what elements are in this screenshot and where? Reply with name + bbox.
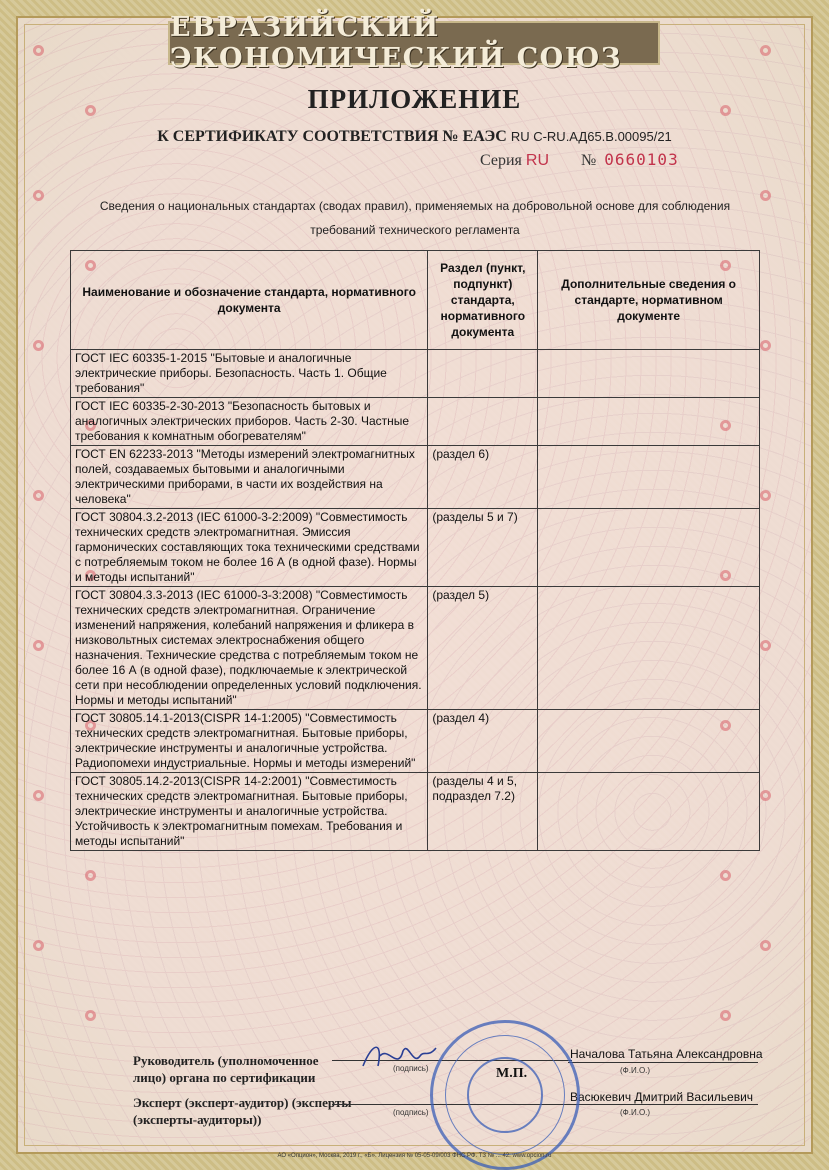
head-sign-caption: (подпись) <box>393 1064 429 1073</box>
table-row <box>71 398 760 446</box>
additional-info-cell <box>538 710 760 773</box>
standards-table <box>70 250 760 851</box>
additional-info-cell <box>538 587 760 710</box>
additional-info-cell <box>538 350 760 398</box>
section-cell: (разделы 4 и 5, подраздел 7.2) <box>428 773 538 851</box>
watermark-logo-icon <box>33 790 44 801</box>
page-title: ПРИЛОЖЕНИЕ <box>307 84 522 114</box>
watermark-logo-icon <box>760 340 771 351</box>
watermark-logo-icon <box>760 940 771 951</box>
number-label: № <box>581 152 597 169</box>
expert-fio-line <box>568 1104 758 1105</box>
expert-name: Васюкевич Дмитрий Васильевич <box>570 1090 754 1104</box>
head-fio-caption: (Ф.И.О.) <box>620 1066 651 1075</box>
watermark-logo-icon <box>33 45 44 56</box>
watermark-logo-icon <box>760 640 771 651</box>
standard-name-cell: ГОСТ 30804.3.2-2013 (IEC 61000-3-2:2009) "Совместимость технических средств электромагнитная. Эмиссия гармонических составляющих тока техническими средствами с потребляемым током не более 16 А (в одной фазе). Нормы и методы испытаний" <box>71 509 428 587</box>
watermark-logo-icon <box>720 1010 731 1021</box>
intro-text: Сведения о национальных стандартах (сводах правил), применяемых на добровольной основе для соблюдения требований технического регламента <box>99 199 731 237</box>
section-cell: (раздел 5) <box>428 587 538 710</box>
header-section: Раздел (пункт, подпункт) стандарта, нормативного документа <box>428 251 538 350</box>
series-value: RU <box>525 152 549 169</box>
table-row <box>71 773 760 851</box>
expert-sign-caption: (подпись) <box>393 1108 429 1117</box>
official-stamp <box>430 1020 580 1170</box>
series-label: Серия <box>480 152 522 169</box>
table-row <box>71 587 760 710</box>
header-additional-info: Дополнительные сведения о стандарте, нормативном документе <box>538 251 760 350</box>
table-body <box>71 350 760 851</box>
section-cell <box>428 398 538 446</box>
expert-label: Эксперт (эксперт-аудитор) (эксперты (эксперты-аудиторы)) <box>133 1095 352 1127</box>
printer-footer: АО «Опцион», Москва, 2019 г., «Б». Лицензия № 05-05-09/003 ФНС РФ. ТЗ № ... 42. www.opcion.ru <box>277 1153 552 1159</box>
standard-name-cell: ГОСТ 30804.3.3-2013 (IEC 61000-3-3:2008) "Совместимость технических средств электромагнитная. Ограничение изменений напряжения, колебаний напряжения и фликера в низковольтных системах электроснабжения общего назначения. Технические средства с потребляемым током не более 16 А (в одной фазе), подключаемые к электрической сети при несоблюдении определенных условий подключения. Нормы и методы испытаний" <box>71 587 428 710</box>
additional-info-cell <box>538 446 760 509</box>
section-cell: (раздел 6) <box>428 446 538 509</box>
standard-name-cell: ГОСТ 30805.14.1-2013(CISPR 14-1:2005) "Совместимость технических средств электромагнитная. Бытовые приборы, электрические инструменты и аналогичные устройства. Радиопомехи индустриальные. Нормы и методы измерений" <box>71 710 428 773</box>
handwritten-signature <box>358 1036 438 1076</box>
series-line <box>480 150 679 170</box>
watermark-logo-icon <box>85 1010 96 1021</box>
certificate-number: RU С-RU.АД65.В.00095/21 <box>510 129 672 144</box>
standard-name-cell: ГОСТ IEC 60335-1-2015 "Бытовые и аналогичные электрические приборы. Безопасность. Часть 1. Общие требования" <box>71 350 428 398</box>
watermark-logo-icon <box>33 940 44 951</box>
table-row <box>71 509 760 587</box>
eaeu-banner <box>168 12 660 74</box>
table-header-row <box>71 251 760 350</box>
serial-number: 0660103 <box>604 150 679 169</box>
table-row <box>71 446 760 509</box>
watermark-logo-icon <box>760 490 771 501</box>
watermark-logo-icon <box>760 190 771 201</box>
section-cell: (раздел 4) <box>428 710 538 773</box>
head-label: Руководитель (уполномоченное лицо) органа по сертификации <box>133 1053 319 1085</box>
certificate-subtitle <box>0 128 829 146</box>
expert-fio-caption: (Ф.И.О.) <box>620 1108 651 1117</box>
head-fio-line <box>568 1062 758 1063</box>
watermark-logo-icon <box>760 45 771 56</box>
standard-name-cell: ГОСТ 30805.14.2-2013(CISPR 14-2:2001) "Совместимость технических средств электромагнитная. Бытовые приборы, электрические инструменты и аналогичные устройства. Устойчивость к электромагнитным помехам. Требования и методы испытаний" <box>71 773 428 851</box>
watermark-logo-icon <box>33 190 44 201</box>
watermark-logo-icon <box>760 790 771 801</box>
watermark-logo-icon <box>33 340 44 351</box>
header-standard-name: Наименование и обозначение стандарта, нормативного документа <box>71 251 428 350</box>
watermark-logo-icon <box>85 870 96 881</box>
banner-text: ЕВРАЗИЙСКИЙ ЭКОНОМИЧЕСКИЙ СОЮЗ <box>170 12 622 74</box>
standard-name-cell: ГОСТ IEC 60335-2-30-2013 "Безопасность бытовых и аналогичных электрических приборов. Часть 2-30. Частные требования к комнатным обогревателям" <box>71 398 428 446</box>
watermark-logo-icon <box>33 490 44 501</box>
watermark-logo-icon <box>33 640 44 651</box>
head-name: Началова Татьяна Александровна <box>570 1047 763 1061</box>
additional-info-cell <box>538 398 760 446</box>
subtitle-text: К СЕРТИФИКАТУ СООТВЕТСТВИЯ № ЕАЭС <box>157 128 507 145</box>
additional-info-cell <box>538 773 760 851</box>
additional-info-cell <box>538 509 760 587</box>
standard-name-cell: ГОСТ EN 62233-2013 "Методы измерений электромагнитных полей, создаваемых бытовыми и аналогичными электрическими приборами, в части их воздействия на человека" <box>71 446 428 509</box>
table-row <box>71 350 760 398</box>
section-cell: (разделы 5 и 7) <box>428 509 538 587</box>
section-cell <box>428 350 538 398</box>
stamp-mark: М.П. <box>496 1066 528 1081</box>
table-row <box>71 710 760 773</box>
watermark-logo-icon <box>720 870 731 881</box>
